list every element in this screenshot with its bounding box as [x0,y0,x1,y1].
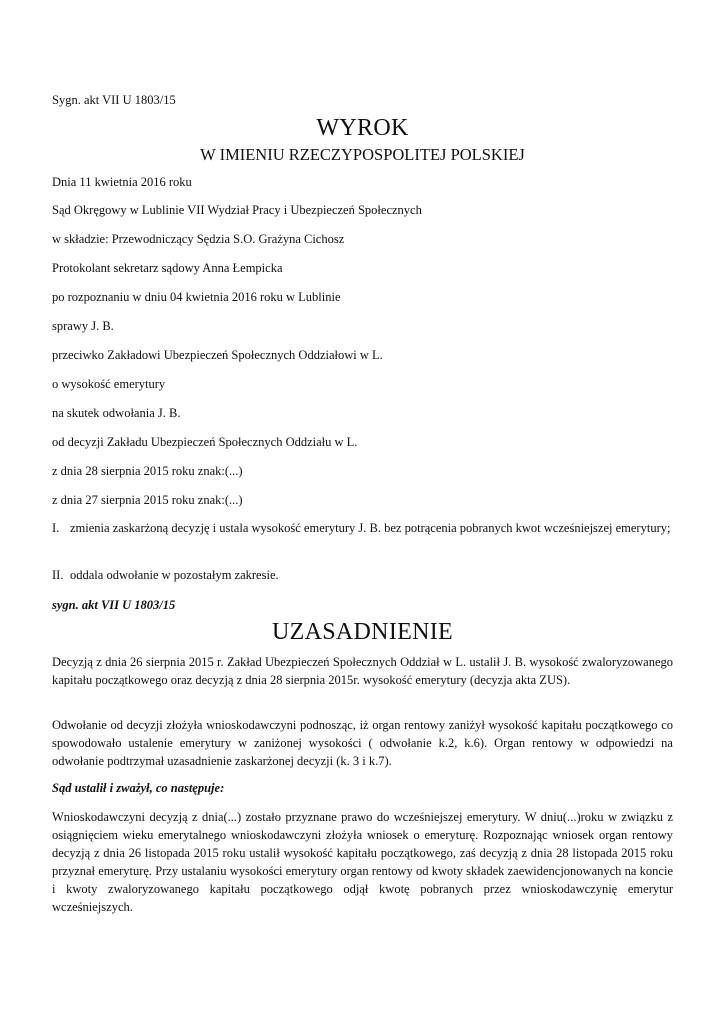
decision-date-2: z dnia 27 sierpnia 2015 roku znak:(...) [52,493,243,507]
justification-case-reference: sygn. akt VII U 1803/15 [52,598,176,612]
justification-title: UZASADNIENIE [272,619,453,645]
justification-paragraph-3: Wnioskodawczyni decyzją z dnia(...) zostało przyznane prawo do wcześniejszej emerytury. W dniu(...)roku w związku z osiągnięciem wieku emerytalnego wnioskodawczyni złożyła wniosek o emeryturę. Rozpoznając wniosek organ rentowy decyzją z dnia 26 listopada 2015 roku ustalił wysokość kapitału początkowego, zaś decyzją z dnia 28 listopada 2015 roku przyznał emeryturę. Przy ustalaniu wysokości emerytury organ rentowy od kwoty składek zaewidencjonowanych na koncie i kwoty zwaloryzowanego kapitału początkowego odjął kwotę pobranych przez wnioskodawczynię emerytur wcześniejszych. [52,810,673,914]
case-party: sprawy J. B. [52,319,114,333]
decision-date-1: z dnia 28 sierpnia 2015 roku znak:(...) [52,464,243,478]
court-clerk: Protokolant sekretarz sądowy Anna Łempicka [52,261,283,275]
verdict-subtitle: W IMIENIU RZECZYPOSPOLITEJ POLSKIEJ [200,145,525,164]
verdict-point-2 [52,566,673,584]
court-composition: w składzie: Przewodniczący Sędzia S.O. Grażyna Cichosz [52,232,345,246]
justification-paragraph-1: Decyzją z dnia 26 sierpnia 2015 r. Zakład Ubezpieczeń Społecznych Oddział w L. ustalił J. B. wysokość zwaloryzowanego kapitału początkowego oraz decyzją z dnia 28 sierpnia 2015r. wysokość emerytury (decyzja akta ZUS). [52,655,673,687]
verdict-title: WYROK [316,115,409,141]
verdict-point-1 [52,519,673,537]
justification-paragraph-2: Odwołanie od decyzji złożyła wnioskodawczyni podnosząc, iż organ rentowy zaniżył wysokość kapitału początkowego co spowodowało ustalenie emerytury w zaniżonej wysokości ( odwołanie k.2, k.6). Organ rentowy w odpowiedzi na odwołanie podtrzymał uzasadnienie zaskarżonej decyzji (k. 3 i k.7). [52,718,673,768]
appealed-decision: od decyzji Zakładu Ubezpieczeń Społecznych Oddziału w L. [52,435,358,449]
verdict-point-2-number: II. [52,568,64,582]
appeal-source: na skutek odwołania J. B. [52,406,181,420]
case-reference: Sygn. akt VII U 1803/15 [52,93,176,107]
court-name: Sąd Okręgowy w Lublinie VII Wydział Pracy i Ubezpieczeń Społecznych [52,203,422,217]
verdict-point-1-text: zmienia zaskarżoną decyzję i ustala wysokość emerytury J. B. bez potrącenia pobranych kwot wcześniejszej emerytury; [70,521,671,535]
verdict-point-1-number: I. [52,521,60,535]
findings-heading: Sąd ustalił i zważył, co następuje: [52,781,225,795]
case-opponent: przeciwko Zakładowi Ubezpieczeń Społecznych Oddziałowi w L. [52,348,383,362]
verdict-date: Dnia 11 kwietnia 2016 roku [52,175,192,189]
verdict-point-2-text: oddala odwołanie w pozostałym zakresie. [70,568,279,582]
case-subject: o wysokość emerytury [52,377,166,391]
hearing-date: po rozpoznaniu w dniu 04 kwietnia 2016 roku w Lublinie [52,290,341,304]
